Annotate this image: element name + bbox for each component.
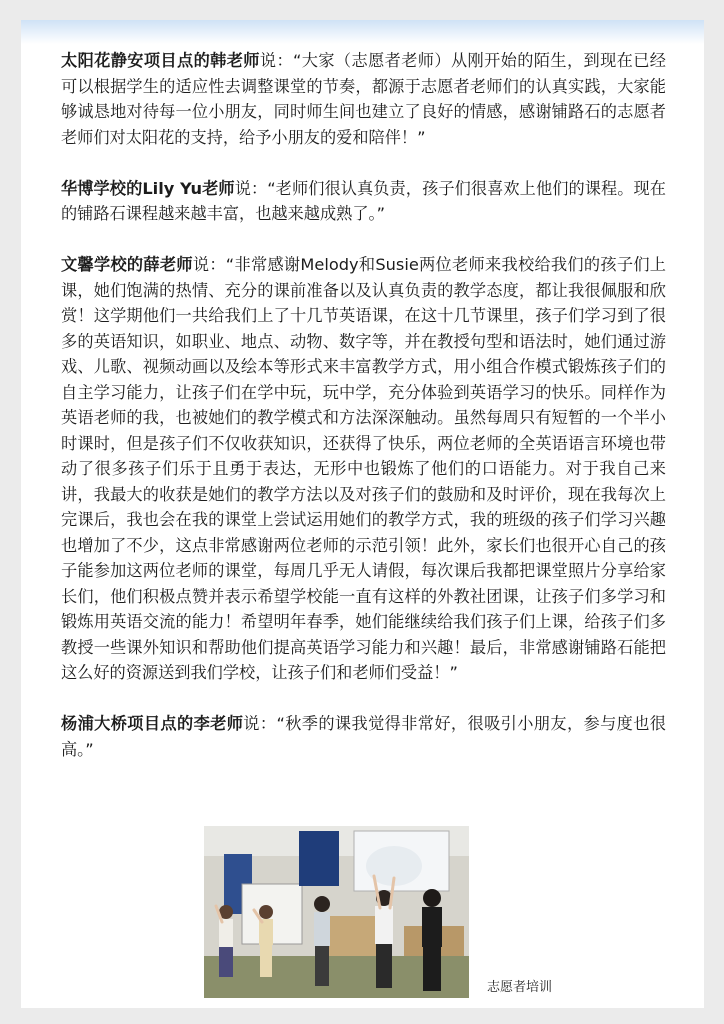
testimonial-paragraph: [61, 711, 666, 762]
speaker-name: 杨浦大桥项目点的李老师: [61, 714, 244, 733]
document-page: [21, 20, 704, 1008]
testimonials-content: [61, 48, 666, 788]
header-gradient-band: [21, 20, 704, 44]
photo-caption: 志愿者培训: [487, 980, 553, 995]
volunteer-training-photo: [204, 826, 469, 998]
testimonial-quote: 说：“大家（志愿者老师）从刚开始的陌生，到现在已经可以根据学生的适应性去调整课堂的节奏，都源于志愿者老师们的认真实践，大家能够诚恳地对待每一位小朋友，同时师生间也建立了良好的情感，感谢铺路石的志愿者老师们对太阳花的支持，给予小朋友的爱和陪伴！”: [61, 51, 666, 147]
speaker-name: 太阳花静安项目点的韩老师: [61, 51, 260, 70]
testimonial-quote: 说：“秋季的课我觉得非常好，很吸引小朋友，参与度也很高。”: [61, 714, 666, 759]
photo-illustration: [204, 826, 469, 998]
testimonial-quote: 说：“非常感谢Melody和Susie两位老师来我校给我们的孩子们上课，她们饱满的热情、充分的课前准备以及认真负责的教学态度，都让我很佩服和欣赏！这学期他们一共给我们上了十几节英语课，在这十几节课里，孩子们学习到了很多的英语知识，如职业、地点、动物、数字等，并在教授句型和语法时，她们通过游戏、儿歌、视频动画以及绘本等形式来丰富教学方式，用小组合作模式锻炼孩子们的自主学习能力，让孩子们在学中玩，玩中学，充分体验到英语学习的快乐。同样作为英语老师的我，也被她们的教学模式和方法深深触动。虽然每周只有短暂的一个半小时课时，但是孩子们不仅收获知识，还获得了快乐，两位老师的全英语语言环境也带动了很多孩子们乐于且勇于表达，无形中也锻炼了他们的口语能力。对于我自己来讲，我最大的收获是她们的教学方法以及对孩子们的鼓励和及时评价，现在我每次上完课后，我也会在我的课堂上尝试运用她们的教学方式，我的班级的孩子们学习兴趣也增加了不少，这点非常感谢两位老师的示范引领！此外，家长们也很开心自己的孩子能参加这两位老师的课堂，每周几乎无人请假，每次课后我都把课堂照片分享给家长们，他们积极点赞并表示希望学校能一直有这样的外教社团课，让孩子们多学习和锻炼用英语交流的能力！希望明年春季，她们能继续给我们孩子们上课，给孩子们多教授一些课外知识和帮助他们提高英语学习能力和兴趣！最后，非常感谢铺路石能把这么好的资源送到我们学校，让孩子们和老师们受益！”: [61, 255, 666, 682]
testimonial-paragraph: [61, 252, 666, 686]
speaker-name: 文馨学校的薛老师: [61, 255, 193, 274]
testimonial-paragraph: [61, 176, 666, 227]
testimonial-paragraph: [61, 48, 666, 150]
testimonial-quote: 说：“老师们很认真负责，孩子们很喜欢上他们的课程。现在的铺路石课程越来越丰富，也越来越成熟了。”: [61, 178, 666, 223]
speaker-name: 华博学校的Lily Yu老师: [61, 178, 235, 198]
